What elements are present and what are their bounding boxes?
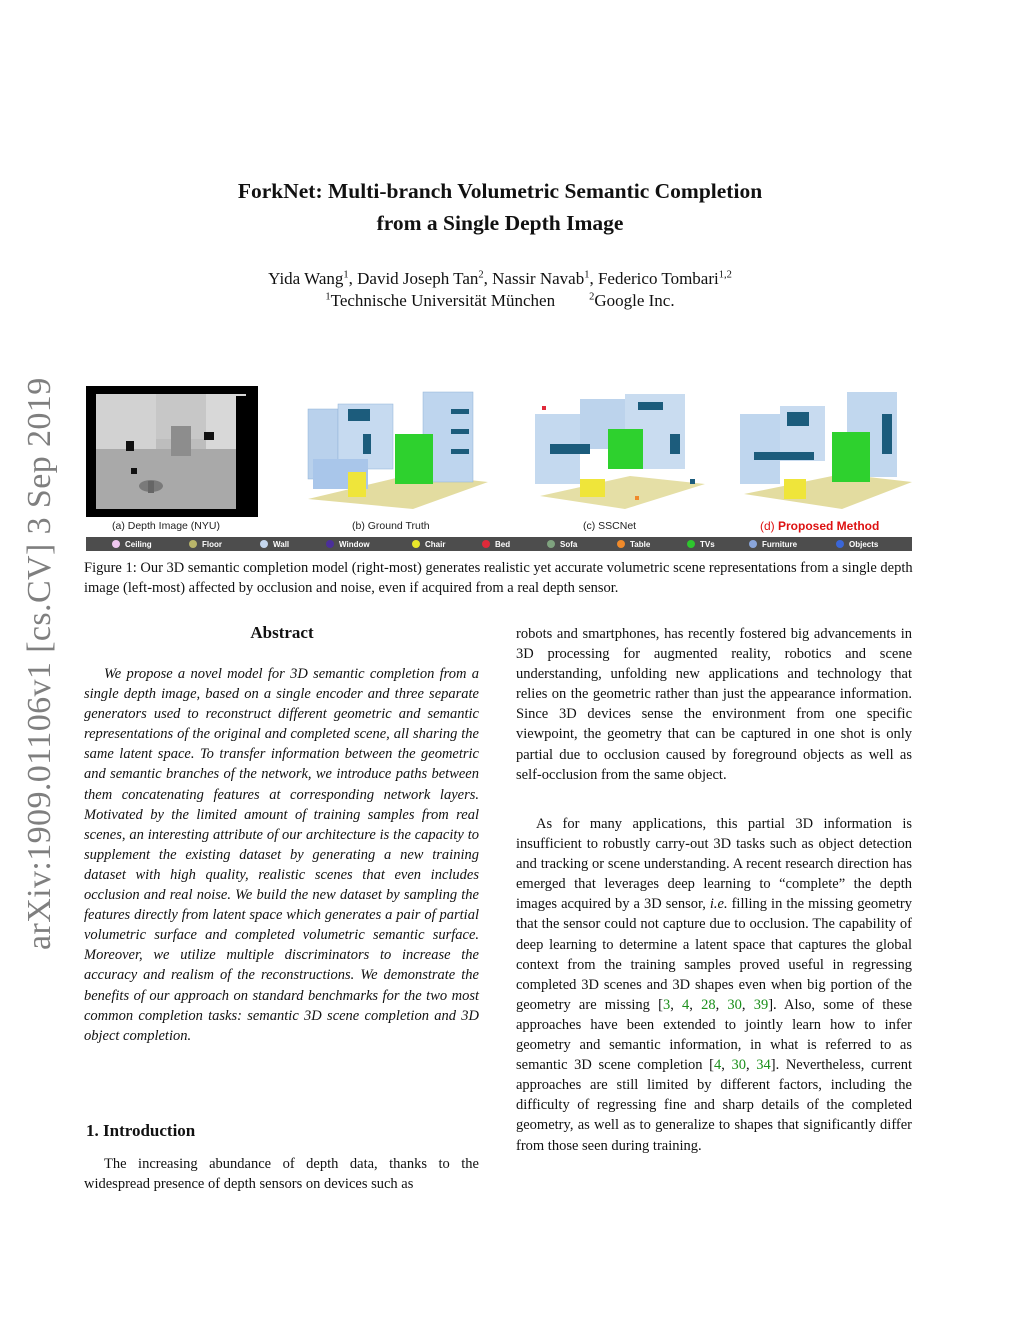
legend-item: Bed — [482, 537, 510, 551]
author-name: Yida Wang — [268, 269, 344, 288]
citation-link[interactable]: 4 — [682, 996, 690, 1013]
legend-swatch — [547, 540, 555, 548]
abstract-heading: Abstract — [250, 623, 314, 642]
legend-swatch — [326, 540, 334, 548]
affiliation-mark: 1,2 — [718, 269, 732, 281]
proposed-method-render — [732, 384, 917, 520]
arxiv-id: arXiv:1909.01106v1 [cs.CV] 3 Sep 2019 — [21, 377, 58, 950]
legend-item: Chair — [412, 537, 445, 551]
legend-swatch — [836, 540, 844, 548]
legend-swatch — [617, 540, 625, 548]
legend-swatch — [189, 540, 197, 548]
affiliation-mark: 1 — [325, 291, 331, 303]
figure-caption: Figure 1: Our 3D semantic completion model (right-most) generates realistic yet accurate volumetric scene representations from a single depth image (left-most) affected by occlusion and noise, even if acquired from a real depth sensor. — [84, 560, 913, 596]
legend-item: Objects — [836, 537, 878, 551]
legend-swatch — [112, 540, 120, 548]
subfigure-label-a: (a) Depth Image (NYU) — [112, 520, 220, 532]
emphasis: i.e. — [709, 896, 728, 913]
citation-link[interactable]: 34 — [756, 1057, 771, 1074]
arxiv-side-stamp — [16, 352, 62, 952]
intro-paragraph-continued: robots and smartphones, has recently fostered big advancements in 3D processing for augmented reality, robotics and scene understanding, unfolding new applications and technology that relies on the geometric rather than just the appearance information. Since 3D devices sense the environment from one specific viewpoint, the geometry that can be captured in one shot is only partial due to occlusion caused by foreground objects as well as self-occlusion from the same object. — [516, 626, 912, 783]
class-legend — [86, 537, 912, 551]
sscnet-render — [530, 384, 715, 520]
affiliation-mark: 2 — [478, 269, 484, 281]
affiliation-name: Technische Universität München — [330, 291, 556, 310]
affiliation-mark: 2 — [589, 291, 595, 303]
legend-item: Wall — [260, 537, 289, 551]
legend-item: Window — [326, 537, 370, 551]
citation-link[interactable]: 30 — [731, 1057, 746, 1074]
legend-swatch — [260, 540, 268, 548]
citation-link[interactable]: 3 — [662, 996, 671, 1013]
citation-link[interactable]: 39 — [753, 996, 769, 1013]
subfigure-label-c: (c) SSCNet — [583, 520, 637, 532]
legend-swatch — [687, 540, 695, 548]
legend-item: Floor — [189, 537, 222, 551]
label-bold: Proposed Method — [778, 519, 880, 533]
section-heading-introduction: 1. Introduction — [86, 1121, 196, 1140]
subfigure-label-d — [760, 519, 879, 533]
author-name: , Nassir Navab — [483, 269, 585, 288]
author-block — [0, 268, 1000, 312]
legend-item: TVs — [687, 537, 715, 551]
citation-link[interactable]: 30 — [727, 996, 742, 1013]
intro-paragraph-2: As for many applications, this partial 3D information is insufficient to robustly carry-out 3D tasks such as object detection and tracking or scene understanding. A recent research direction has emerged that leverages deep learning to “complete” the depth images acquired by a 3D sensor, i.e. filling in the missing geometry that the sensor could not capture due to occlusion. The capability of deep learning to determine a latent space that captures the global context from the training samples proved useful in regressing completed 3D scenes and 3D shapes even when big portion of the geometry are missing [3, 4, 28, 30, 39]. Also, some of these approaches have been extended to jointly learn how to infer geometry and semantic information, in what is referred to as semantic 3D scene completion [4, 30, 34]. Nevertheless, current approaches are still limited by different factors, including the difficulty of regressing fine and sharp details of the completed geometry, as well as to generalize to shapes that significantly differ from those seen during training. — [516, 816, 913, 1154]
affiliation-name: Google Inc. — [594, 291, 675, 310]
legend-item: Furniture — [749, 537, 797, 551]
affiliation-line — [0, 290, 1000, 312]
ground-truth-render — [303, 384, 488, 520]
title-line-1: ForkNet: Multi-branch Volumetric Semantic Completion — [237, 179, 763, 203]
author-name: , David Joseph Tan — [348, 269, 479, 288]
legend-swatch — [412, 540, 420, 548]
affiliation-mark: 1 — [584, 269, 590, 281]
legend-item: Ceiling — [112, 537, 152, 551]
paper-title — [0, 175, 1000, 239]
title-line-2: from a Single Depth Image — [376, 211, 624, 235]
legend-item: Sofa — [547, 537, 577, 551]
legend-swatch — [749, 540, 757, 548]
author-line — [0, 268, 1000, 290]
label-prefix: (d) — [760, 519, 778, 533]
legend-item: Table — [617, 537, 650, 551]
citation-link[interactable]: 28 — [701, 996, 716, 1013]
legend-swatch — [482, 540, 490, 548]
abstract-text: We propose a novel model for 3D semantic completion from a single depth image, based on a single encoder and three separate generators used to reconstruct different geometric and semantic representations of the original and completed scene, all sharing the same latent space. To transfer information between the geometric and semantic branches of the network, we introduce paths between them concatenating features at corresponding network layers. Motivated by the limited amount of training samples from real scenes, an interesting attribute of our architecture is the capacity to supplement the existing dataset by generating a new training dataset with high quality, realistic scenes that even includes occlusion and real noise. We build the new dataset by sampling the features directly from latent space which generates a pair of partial volumetric surface and completed volumetric semantic surface. Moreover, we utilize multiple discriminators to increase the accuracy and realism of the reconstructions. We demonstrate the benefits of our approach on standard benchmarks for the two most common completion tasks: semantic 3D scene completion and 3D object completion. — [84, 666, 479, 1044]
intro-paragraph: The increasing abundance of depth data, thanks to the widespread presence of depth sensors on devices such as — [84, 1156, 479, 1193]
subfigure-label-b: (b) Ground Truth — [352, 520, 430, 532]
author-name: , Federico Tombari — [589, 269, 719, 288]
citation-link[interactable]: 4 — [714, 1057, 722, 1074]
depth-image — [86, 386, 258, 517]
affiliation-mark: 1 — [343, 269, 349, 281]
